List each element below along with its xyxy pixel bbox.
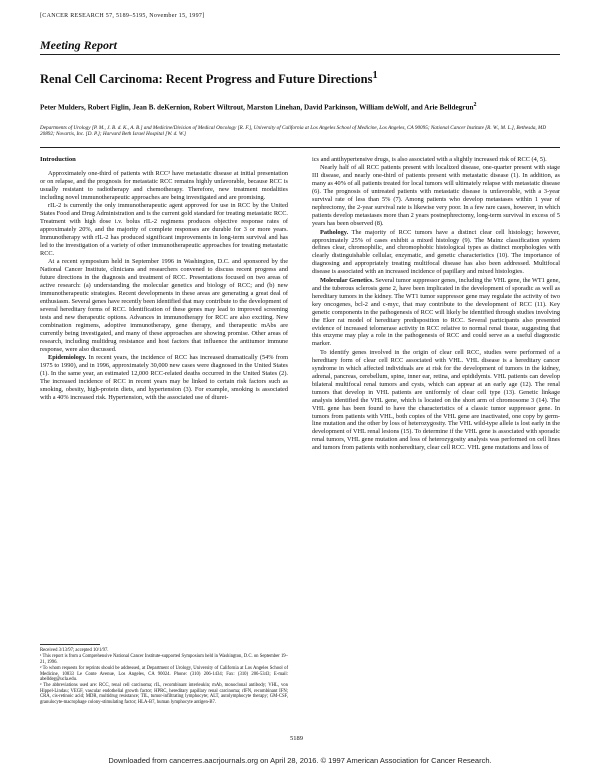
paragraph: To identify genes involved in the origin of clear cell RCC, studies were performed of a hereditary form of clear cell RCC associated with VHL. VHL disease is a hereditary cancer syndrome in which affected individuals are at risk for the development of tumors in the kidney, adrenal, pancreas, cerebellum, spine, inner ear, retina, and epididymis. VHL patients can develop bilateral multifocal renal tumors and cysts, which can appear at an early age (12). The renal tumors that develop in VHL patients are uniformly of clear cell type (13). Genetic linkage analysis identified the VHL gene, which is located on the short arm of chromosome 3 (14). The VHL gene has been found to have the characteristics of a classic tumor suppressor gene. In tumors from patients with VHL, both copies of the VHL gene are inactivated, one copy by germ-line mutation and the other by loss of heterozygosity. The VHL wild-type allele is lost early in the development of VHL renal lesions (15). To determine if the VHL gene is associated with sporadic renal tumors, VHL gene mutation and loss of heterozygosity analysis was performed on cell lines and tumors from patients with nonhereditary, clear cell RCC. VHL gene mutations and loss of [312,348,560,452]
paragraph: Nearly half of all RCC patients present with localized disease, one-quarter present with stage III disease, and nearly one-third of patients present with metastatic disease (1). In addition, as many as 40% of all patients treated for local tumors will ultimately relapse with metastatic disease (6). The prognosis of untreated patients with metastatic disease is unfavorable, with a 3-year survival rate of less than 5% (7). Among patients who develop metastases within 1 year of nephrectomy, the 2-year survival rate is likewise very poor. In a few rare cases, however, in which patients develop metastases more than 2 years postnephrectomy, long-term survival in excess of 5 years has been observed (8). [312,164,560,228]
article-title: Renal Cell Carcinoma: Recent Progress and Future Directions$^1$ [40,70,378,87]
affiliations: Departments of Urology [P. M., J. B. d. K., A. B.] and Medicine/Division of Medical Oncology [R. F.], University of California at Los Angeles School of Medicine, Los Angeles, CA 90095; National Cancer Institute [R. W., M. L.], Bethesda, MD 20892; Novartis, Inc. [D. P.]; Harvard Beth Israel Hospital [W. d. W.] [40,125,547,138]
paragraph: Approximately one-third of patients with RCC³ have metastatic disease at initial presentation or on relapse, and the prognosis for metastatic RCC remains highly unfavorable, because RCC is usually resistant to radiotherapy and chemotherapy. Therefore, new treatment modalities including novel immunotherapeutic approaches are being investigated and are promising. [40,169,288,201]
paragraph: rIL-2 is currently the only immunotherapeutic agent approved for use in RCC by the United States Food and Drug Administration and is the current gold standard for treating metastatic RCC. Treatment with high dose i.v. bolus rIL-2 regimens produces objective response rates of approximately 20%, and the majority of complete responses are durable for 3 or more years. Immunotherapy with rIL-2 has produced significant improvements in long-term survival and has led to the investigation of a variety of other immunotherapeutic approaches for treating metastatic RCC. [40,202,288,257]
download-notice: Downloaded from cancerres.aacrjournals.org on April 28, 2016. © 1997 American Association for Cancer Research. [108,756,492,765]
affiliation-rule [40,147,560,148]
footnote: ³ The abbreviations used are: RCC, renal cell carcinoma; rIL, recombinant interleukin; mAb, monoclonal antibody; VHL, von Hippel-Lindau; VEGF, vascular endothelial growth factor; HPRC, hereditary papillary renal carcinoma; rIFN, recombinant IFN; CRA, cis-retinoic acid; MDR, multidrug resistance; TIL, tumor-infiltrating lymphocyte; ALT, autolymphocyte therapy; GM-CSF, granulocyte-macrophage colony-stimulating factor; HLA-B7, human lymphocyte antigen-B7. [40,683,288,705]
paragraph: At a recent symposium held in September 1996 in Washington, D.C. and sponsored by the National Cancer Institute, clinicians and researchers convened to discuss recent progress and future directions in the diagnosis and treatment of RCC. Presentations focused on two areas of active research: (a) understanding the molecular genetics and biology of RCC; and (b) new immunotherapeutic strategies. Recent developments in these areas are generating a great deal of enthusiasm. Several genes have recently been identified that may contribute to the development of several hereditary forms of RCC. Identification of these genes may lead to improved screening tests and new therapeutic options. Advances in immunotherapy for RCC are also exciting. New combination regimens, adoptive immunotherapy, gene therapy, and therapeutic mAbs are currently being investigated, and many of these approaches are showing promise. Other areas of research, including multidrug resistance and host factors that influence the antitumor immune response, were also discussed. [40,258,288,353]
footnote: ¹ This report is from a Comprehensive National Cancer Institute-supported Symposium held in Washington, D.C. on September 19–21, 1996. [40,654,288,665]
title-footnote-mark: 1 [372,70,378,81]
footnote-rule [40,644,100,645]
section-label: Meeting Report [40,38,117,52]
author-list: Peter Mulders, Robert Figlin, Jean B. deKernion, Robert Wiltrout, Marston Linehan, David Parkinson, William deWolf, and Arie Belldegrun$^2$ [40,102,477,112]
left-column [40,156,288,402]
paragraph: ics and antihypertensive drugs, is also associated with a slightly increased risk of RCC (4, 5). [312,156,547,163]
footnotes [40,648,288,706]
introduction-heading: Introduction [40,156,76,163]
run-in-heading: Molecular Genetics. [320,276,374,284]
run-in-heading: Epidemiology. [48,354,87,362]
received-note: Received 3/13/97; accepted 10/1/97. [40,648,109,653]
author-footnote-mark: 2 [473,102,477,108]
run-in-heading: Pathology. [320,228,349,236]
right-column [312,156,560,452]
journal-header: [CANCER RESEARCH 57, 5189–5195, November 15, 1997] [40,13,205,19]
header-rule [40,54,560,55]
page-number: 5189 [290,735,303,742]
molecular-genetics-paragraph: Molecular Genetics. Several tumor suppressor genes, including the VHL gene, the WT1 gene, and the tuberous sclerosis gene 2, have been implicated in the development of sporadic as well as hereditary tumors in the kidney. The WT1 tumor suppressor gene may regulate the activity of two key oncogenes, bcl-2 and c-myc, that may contribute to the development of RCC (11). Key genetic components in the pathogenesis of RCC will likely be identified through studies involving the Eker rat model of hereditary predisposition to RCC. Several participants also presented evidence of increased telomerase activity in RCC relative to normal renal tissue, suggesting that this enzyme may play a role in the pathogenesis of RCC and could serve as a useful diagnostic marker. [312,276,560,348]
epidemiology-paragraph: Epidemiology. In recent years, the incidence of RCC has increased dramatically (54% from 1975 to 1990), and in 1996, approximately 30,000 new cases were diagnosed in the United States (1). In the same year, an estimated 12,000 RCC-related deaths occurred in the United States (2). The increased incidence of RCC in recent years may be linked to certain risk factors such as smoking, obesity, high-protein diets, and hypertension (3). For example, smoking is associated with a 40% increased risk. Hypertension, with the associated use of diuret- [40,354,288,402]
footnote: ² To whom requests for reprints should be addressed, at Department of Urology, University of California at Los Angeles School of Medicine, 10833 Le Conte Avenue, Los Angeles, CA 90024. Phone: (310) 206-1434; Fax: (310) 206-5343; E-mail: abelldeg@ucla.edu. [40,666,288,683]
pathology-paragraph: Pathology. The majority of RCC tumors have a distinct clear cell histology; however, approximately 25% of cases exhibit a mixed histology (9). The Mainz classification system defines clear, chromophilic, and chromophobic histological types as distinct morphologies with clearly distinguishable cellular, enzymatic, and genetic characteristics (10). The importance of diagnosing and appropriately treating multifocal disease has also been addressed. Multifocal disease is associated with an increased incidence of papillary and mixed histologies. [312,228,560,276]
